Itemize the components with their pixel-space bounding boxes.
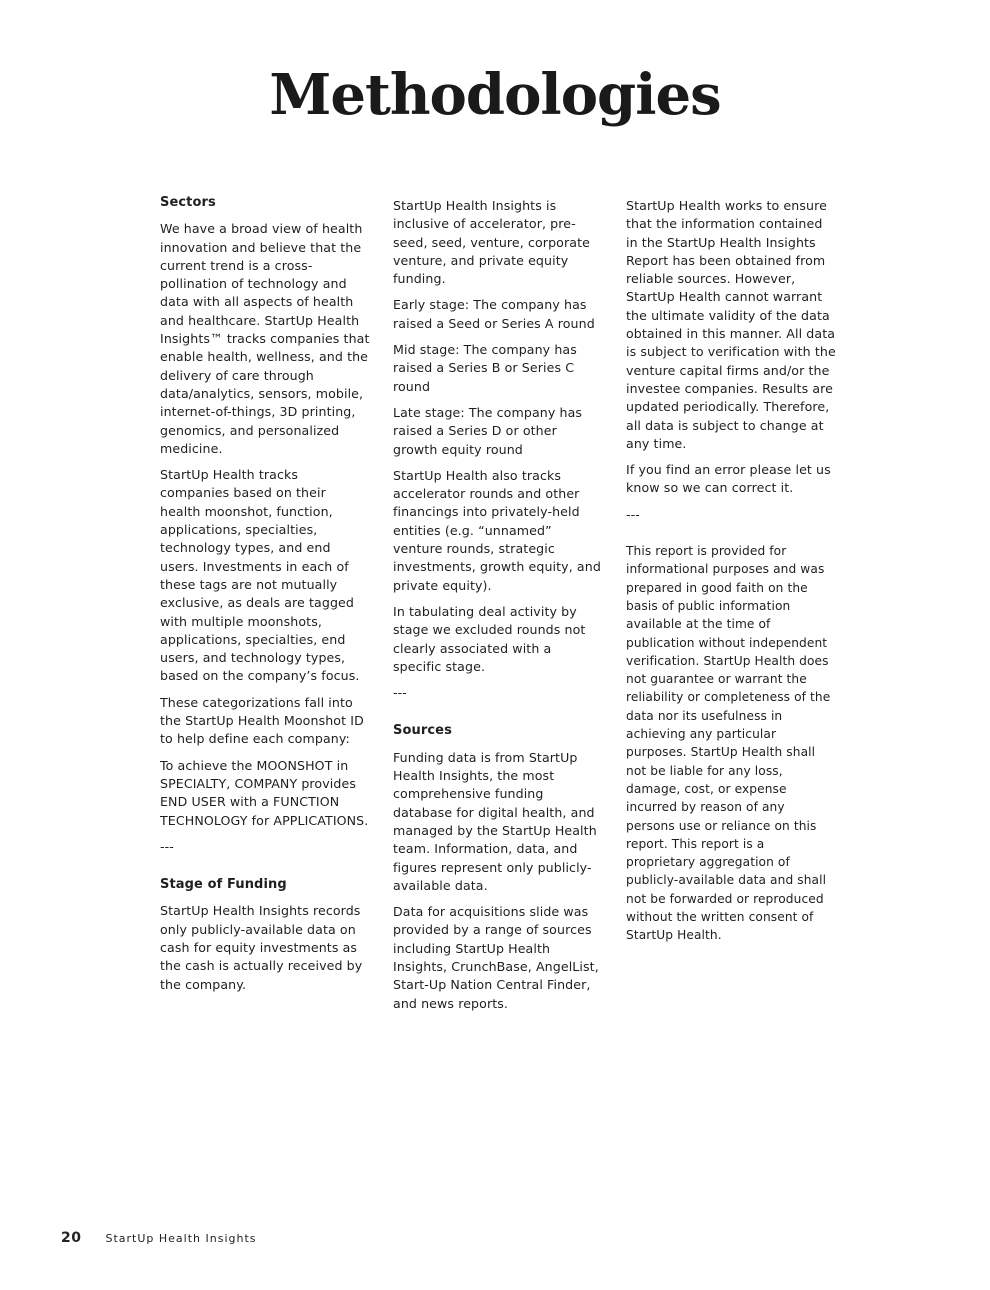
sources-paragraph-2: Data for acquisitions slide was provided by a range of sources including StartUp Health Insights, CrunchBase, AngelList, Start-Up Nation Central Finder, and news reports.: [393, 904, 599, 1011]
section-separator: ---: [626, 506, 640, 522]
funding-paragraph-1: StartUp Health Insights records only publicly-available data on cash for equity investments as the cash is actually received by the company.: [160, 903, 363, 992]
funding-paragraph-2: StartUp Health Insights is inclusive of accelerator, pre-seed, seed, venture, corporate venture, and private equity funding.: [393, 198, 590, 287]
error-report-paragraph: If you find an error please let us know so we can correct it.: [626, 462, 831, 496]
page-number: 20: [61, 1230, 82, 1246]
sources-paragraph-1: Funding data is from StartUp Health Insights, the most comprehensive funding database for digital health, and managed by the StartUp Health team. Information, data, and figures represent only publicly-available data.: [393, 749, 597, 893]
early-stage-definition: Early stage: The company has raised a Seed or Series A round: [393, 297, 595, 331]
sectors-paragraph-1: We have a broad view of health innovation and believe that the current trend is a cross-pollination of technology and data with all aspects of health and healthcare. StartUp Health Insights™ tracks companies that enable health, wellness, and the delivery of care through data/analytics, sensors, mobile, internet-of-things, 3D printing, genomics, and personalized medicine.: [160, 221, 370, 456]
section-separator: ---: [160, 838, 174, 854]
sectors-paragraph-3: These categorizations fall into the StartUp Health Moonshot ID to help define each company:: [160, 694, 364, 747]
moonshot-id-template: To achieve the MOONSHOT in SPECIALTY, COMPANY provides END USER with a FUNCTION TECHNOLOGY for APPLICATIONS.: [160, 757, 369, 828]
column-middle: [393, 194, 603, 1021]
funding-paragraph-4: In tabulating deal activity by stage we excluded rounds not clearly associated with a specific stage.: [393, 603, 586, 674]
sources-heading: Sources: [393, 723, 452, 739]
mid-stage-definition: Mid stage: The company has raised a Series B or Series C round: [393, 342, 577, 394]
accuracy-paragraph: StartUp Health works to ensure that the information contained in the StartUp Health Insights Report has been obtained from reliable sources. However, StartUp Health cannot warrant the ultimate validity of the data obtained in this manner. All data is subject to verification with the venture capital firms and/or the investee companies. Results are updated periodically. Therefore, all data is subject to change at any time.: [626, 198, 836, 451]
funding-paragraph-3: StartUp Health also tracks accelerator rounds and other financings into privately-held entities (e.g. “unnamed” venture rounds, strategic investments, growth equity, and private equity).: [393, 467, 601, 593]
publication-name: StartUp Health Insights: [105, 1232, 257, 1245]
sectors-heading: Sectors: [160, 195, 216, 210]
stage-of-funding-heading: Stage of Funding: [160, 877, 287, 893]
section-separator: ---: [393, 685, 407, 701]
late-stage-definition: Late stage: The company has raised a Series D or other growth equity round: [393, 404, 583, 457]
disclaimer-paragraph: This report is provided for informational purposes and was prepared in good faith on the basis of public information available at the time of publication without independent verification. StartUp Health does not guarantee or warrant the reliability or completeness of the data nor its usefulness in achieving any particular purposes. StartUp Health shall not be liable for any loss, damage, cost, or expense incurred by reason of any persons use or reliance on this report. This report is a proprietary aggregation of publicly-available data and shall not be forwarded or reproduced without the written consent of StartUp Health.: [626, 544, 831, 943]
sectors-paragraph-2: StartUp Health tracks companies based on their health moonshot, function, applications, specialties, technology types, and end users. Investments in each of these tags are not mutually exclusive, as deals are tagged with multiple moonshots, applications, specialties, end users, and technology types, based on the company’s focus.: [160, 467, 360, 684]
column-left: [160, 194, 370, 1002]
page-title: Methodologies: [269, 62, 721, 128]
page-footer: [61, 1230, 257, 1246]
column-right: [626, 194, 836, 953]
